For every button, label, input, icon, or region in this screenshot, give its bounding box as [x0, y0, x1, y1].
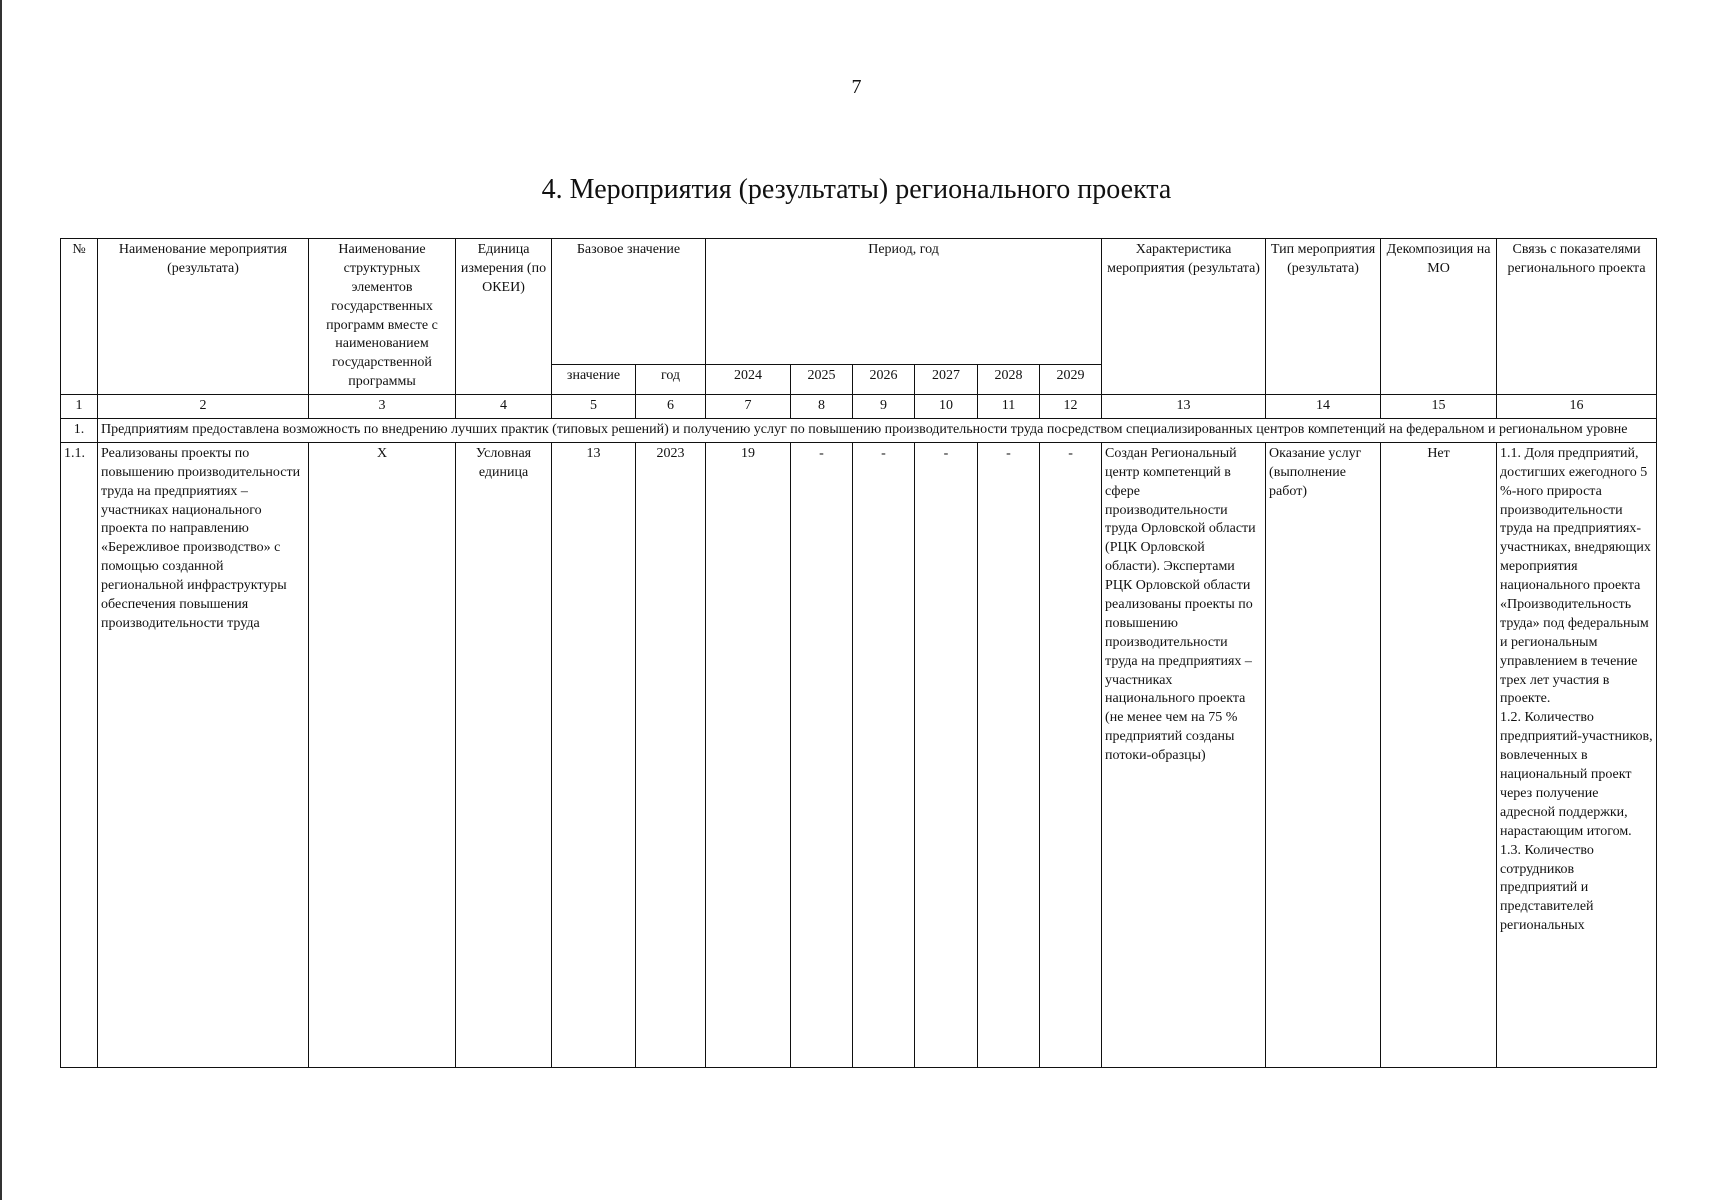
header-base-value: значение	[552, 365, 636, 395]
row-characteristic: Создан Региональный центр компетенций в сфере производительности труда Орловской области (РЦК Орловской области). Экспертами РЦК Орловской области реализованы проекты по повышению производительности труда на предприятиях – участниках национального проекта (не менее чем на 75 % предприятий созданы потоки-образцы)	[1102, 442, 1266, 1067]
row-link: 1.1. Доля предприятий, достигших ежегодного 5 %-ного прироста производительности труда на предприятиях-участниках, внедряющих мероприятия национального проекта «Производительность труда» под федеральным и региональным управлением в течение трех лет участия в проекте. 1.2. Количество предприятий-участников, вовлеченных в национальный проект через получение адресной поддержки, нарастающим итогом. 1.3. Количество сотрудников предприятий и представителей региональных	[1497, 442, 1657, 1067]
header-unit: Единица измерения (по ОКЕИ)	[456, 239, 552, 395]
header-base-year: год	[636, 365, 706, 395]
column-number: 14	[1266, 395, 1381, 419]
page-number: 7	[851, 76, 862, 98]
header-base: Базовое значение	[552, 239, 706, 365]
row-value-2024: 19	[706, 442, 791, 1067]
column-number: 16	[1497, 395, 1657, 419]
row-name: Реализованы проекты по повышению производительности труда на предприятиях – участниках национального проекта по направлению «Бережливое производство» с помощью созданной региональной инфраструктуры обеспечения повышения производительности труда	[98, 442, 309, 1067]
column-number: 8	[791, 395, 853, 419]
column-number: 1	[61, 395, 98, 419]
header-year-2029: 2029	[1040, 365, 1102, 395]
row-decomposition: Нет	[1381, 442, 1497, 1067]
header-no: №	[61, 239, 98, 395]
header-year-2028: 2028	[978, 365, 1040, 395]
column-number: 15	[1381, 395, 1497, 419]
header-period: Период, год	[706, 239, 1102, 365]
section-title: 4. Мероприятия (результаты) регионального проекта	[541, 174, 1172, 205]
column-number: 5	[552, 395, 636, 419]
header-structural: Наименование структурных элементов государственных программ вместе с наименованием государственной программы	[309, 239, 456, 395]
column-number: 4	[456, 395, 552, 419]
column-number: 12	[1040, 395, 1102, 419]
column-number: 9	[853, 395, 915, 419]
row-value-2028: -	[978, 442, 1040, 1067]
results-table	[60, 238, 1657, 1068]
column-number-row	[61, 395, 1657, 419]
header-characteristic: Характеристика мероприятия (результата)	[1102, 239, 1266, 395]
header-year-2025: 2025	[791, 365, 853, 395]
row-structural: X	[309, 442, 456, 1067]
row-base-year: 2023	[636, 442, 706, 1067]
header-decomposition: Декомпозиция на МО	[1381, 239, 1497, 395]
header-link: Связь с показателями регионального проекта	[1497, 239, 1657, 395]
column-number: 3	[309, 395, 456, 419]
row-unit: Условная единица	[456, 442, 552, 1067]
section-number: 1.	[61, 419, 98, 443]
header-year-2024: 2024	[706, 365, 791, 395]
header-year-2027: 2027	[915, 365, 978, 395]
section-text: Предприятиям предоставлена возможность по внедрению лучших практик (типовых решений) и получению услуг по повышению производительности труда посредством специализированных центров компетенций на федеральном и региональном уровне	[98, 419, 1657, 443]
column-number: 2	[98, 395, 309, 419]
header-type: Тип мероприятия (результата)	[1266, 239, 1381, 395]
row-value-2026: -	[853, 442, 915, 1067]
table-row	[61, 442, 1657, 1067]
section-row	[61, 419, 1657, 443]
row-type: Оказание услуг (выполнение работ)	[1266, 442, 1381, 1067]
column-number: 10	[915, 395, 978, 419]
column-number: 6	[636, 395, 706, 419]
row-value-2027: -	[915, 442, 978, 1067]
row-base-value: 13	[552, 442, 636, 1067]
header-name: Наименование мероприятия (результата)	[98, 239, 309, 395]
row-value-2029: -	[1040, 442, 1102, 1067]
column-number: 7	[706, 395, 791, 419]
row-value-2025: -	[791, 442, 853, 1067]
row-number: 1.1.	[61, 442, 98, 1067]
column-number: 13	[1102, 395, 1266, 419]
column-number: 11	[978, 395, 1040, 419]
header-year-2026: 2026	[853, 365, 915, 395]
